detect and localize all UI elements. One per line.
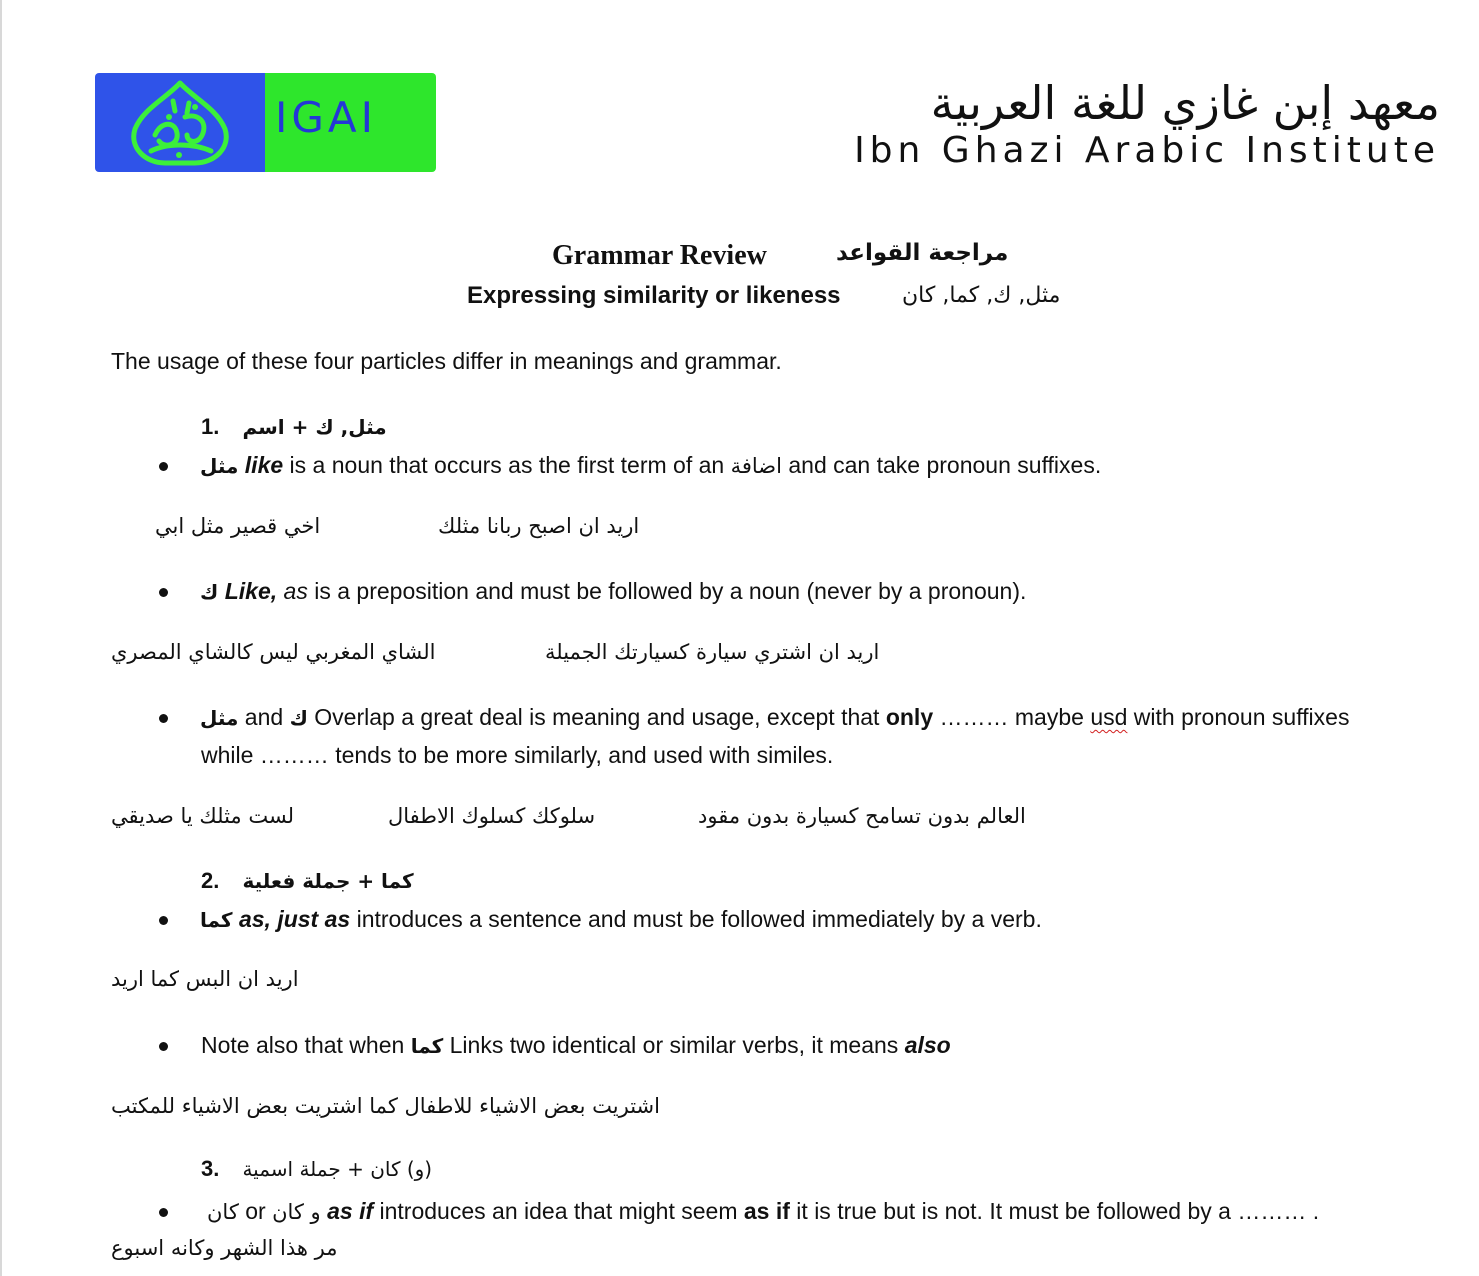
section1-heading <box>201 414 387 440</box>
bullet-text: is a noun that occurs as the first term of an <box>283 452 731 478</box>
grammar-review-title-arabic: مراجعة القواعد <box>836 240 1009 266</box>
section3-number: 3. <box>201 1156 220 1181</box>
bullet-text: is a preposition and must be followed by a noun (never by a pronoun). <box>307 578 1027 604</box>
bullet-icon <box>159 462 168 471</box>
bullet-icon <box>159 588 168 597</box>
page-edge <box>0 0 2 1276</box>
emphasis: as if <box>743 1198 790 1224</box>
term-english: like <box>244 452 284 478</box>
example-arabic: سلوكك كسلوك الاطفال <box>388 804 596 828</box>
term-arabic: ك <box>200 580 219 604</box>
bullet-text: introduces a sentence and must be followed immediately by a verb. <box>350 906 1042 932</box>
section1-bullet1 <box>200 452 1101 479</box>
bullet-text-end: and can take pronoun suffixes. <box>781 452 1102 478</box>
emphasis: also <box>904 1032 951 1058</box>
term-arabic: كما <box>410 1034 444 1058</box>
section1-bullet2 <box>200 578 1026 605</box>
section3-bullet1 <box>207 1198 1319 1225</box>
subtitle: Expressing similarity or likeness <box>467 282 841 309</box>
term-arabic: مثل <box>200 706 239 730</box>
term-english: as, just as <box>238 906 351 932</box>
institute-name-english: Ibn Ghazi Arabic Institute <box>854 130 1440 171</box>
term-arabic: و كان <box>272 1200 321 1224</box>
section2-heading-arabic: كما + جملة فعلية <box>242 869 414 893</box>
section3-heading <box>201 1156 432 1182</box>
term-english-2: as <box>283 578 308 604</box>
example-arabic: الشاي المغربي ليس كالشاي المصري <box>111 640 436 664</box>
idafa-arabic: اضافة <box>730 454 782 478</box>
section1-bullet3-line1 <box>200 704 1349 731</box>
conjunction: or <box>245 1198 266 1224</box>
calligraphy-emblem-icon <box>115 77 245 169</box>
section2-number: 2. <box>201 868 220 893</box>
bullet-text: Overlap a great deal is meaning and usage, except that <box>307 704 886 730</box>
bullet-text: Links two identical or similar verbs, it means <box>443 1032 905 1058</box>
example-arabic: العالم بدون تسامح كسيارة بدون مقود <box>698 804 1026 828</box>
section3-heading-arabic: (و) كان + جملة اسمية <box>242 1157 433 1181</box>
conjunction: and <box>238 704 290 730</box>
emphasis: only <box>885 704 934 730</box>
section1-number: 1. <box>201 414 220 439</box>
section2-heading <box>201 868 414 894</box>
term-english: as if <box>327 1198 374 1224</box>
igai-logo <box>95 73 436 172</box>
intro-paragraph: The usage of these four particles differ in meanings and grammar. <box>111 348 782 374</box>
bullet-text: Note also that when <box>201 1032 411 1058</box>
term-arabic: كما <box>200 908 233 932</box>
misspelled-word: usd <box>1090 704 1128 730</box>
section1-heading-arabic: مثل, ك + اسم <box>242 415 387 439</box>
bullet-icon <box>159 1208 168 1217</box>
example-arabic: اشتريت بعض الاشياء للاطفال كما اشتريت بعض الاشياء للمكتب <box>111 1094 660 1118</box>
bullet-icon <box>159 1042 168 1051</box>
example-arabic: اريد ان اشتري سيارة كسيارتك الجميلة <box>545 640 880 664</box>
section2-bullet1 <box>200 906 1042 933</box>
bullet-text: introduces an idea that might seem <box>373 1198 744 1224</box>
bullet-icon <box>159 916 168 925</box>
example-arabic: اخي قصير مثل ابي <box>155 514 321 538</box>
section1-bullet3-line2: while ……… tends to be more similarly, and used with similes. <box>201 742 834 768</box>
institute-name-arabic: معهد إبن غازي للغة العربية <box>930 76 1440 130</box>
example-arabic: لست مثلك يا صديقي <box>111 804 295 828</box>
term-english: Like, <box>224 578 278 604</box>
example-arabic: مر هذا الشهر وكانه اسبوع <box>111 1236 338 1260</box>
bullet-text: ……… maybe <box>933 704 1091 730</box>
bullet-icon <box>159 714 168 723</box>
bullet-text: with pronoun suffixes <box>1127 704 1350 730</box>
term-arabic: كان <box>207 1200 239 1224</box>
example-arabic: اريد ان البس كما اريد <box>111 967 299 991</box>
subtitle-arabic: مثل, ك, كما, كان <box>902 283 1061 308</box>
term-arabic: مثل <box>200 454 239 478</box>
bullet-text: it is true but is not. It must be followed by a ……… . <box>789 1198 1320 1224</box>
section2-bullet2 <box>201 1032 951 1059</box>
example-arabic: اريد ان اصبح ربانا مثلك <box>438 514 640 538</box>
grammar-review-title: Grammar Review <box>552 240 767 271</box>
logo-text: IGAI <box>275 93 378 142</box>
term-arabic: ك <box>289 706 308 730</box>
